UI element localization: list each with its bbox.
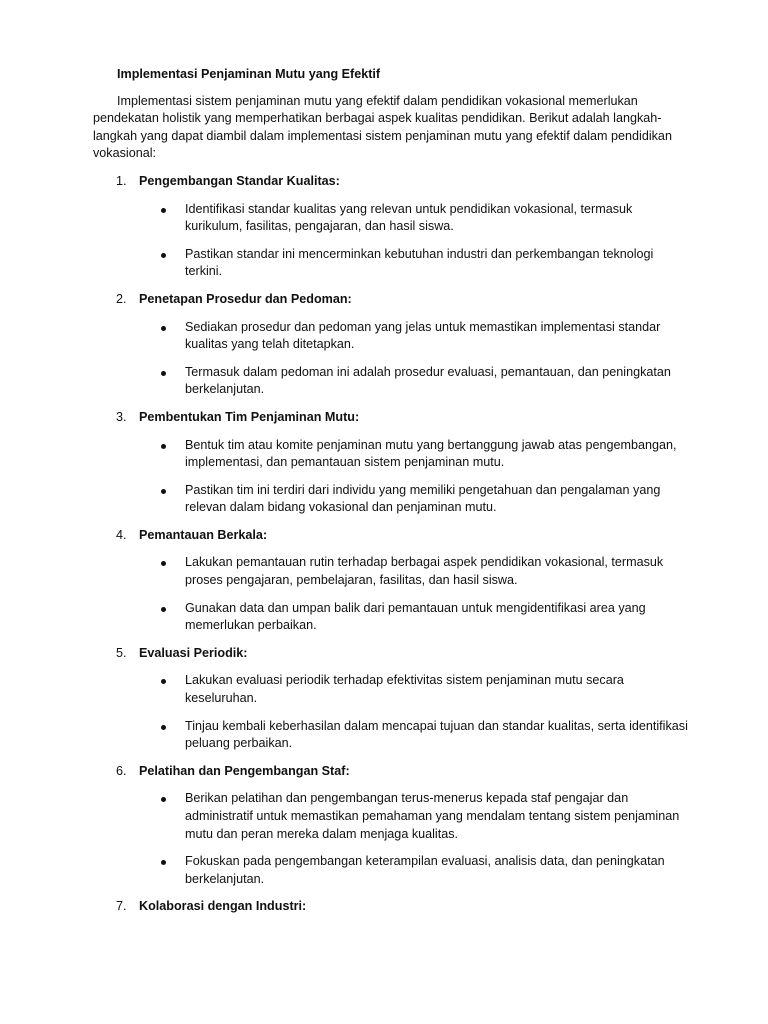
section-item	[93, 409, 693, 517]
document-title: Implementasi Penjaminan Mutu yang Efektif	[117, 67, 381, 81]
bullet-dot-icon	[161, 326, 166, 331]
section-item	[93, 763, 693, 889]
bullet-item	[139, 437, 693, 472]
bullet-dot-icon	[161, 607, 166, 612]
bullet-text: Identifikasi standar kualitas yang relevan untuk pendidikan vokasional, termasuk kurikulum, fasilitas, pengajaran, dan hasil siswa.	[185, 201, 633, 234]
bullet-list	[139, 790, 693, 888]
bullet-dot-icon	[161, 253, 166, 258]
bullet-item	[139, 718, 693, 753]
bullet-dot-icon	[161, 797, 166, 802]
bullet-list	[139, 437, 693, 517]
bullet-item	[139, 600, 693, 635]
bullet-list	[139, 672, 693, 752]
bullet-list	[139, 554, 693, 634]
bullet-item	[139, 364, 693, 399]
bullet-text: Lakukan evaluasi periodik terhadap efektivitas sistem penjaminan mutu secara keseluruhan.	[185, 673, 624, 706]
section-item	[93, 291, 693, 399]
bullet-dot-icon	[161, 208, 166, 213]
bullet-dot-icon	[161, 860, 166, 865]
bullet-dot-icon	[161, 371, 166, 376]
bullet-item	[139, 319, 693, 354]
section-number: 6.	[116, 763, 127, 778]
section-item	[93, 173, 693, 281]
bullet-list	[139, 201, 693, 281]
bullet-text: Pastikan tim ini terdiri dari individu yang memiliki pengetahuan dan pengalaman yang relevan dalam bidang vokasional dan penjaminan mutu.	[185, 482, 661, 515]
section-heading: Pembentukan Tim Penjaminan Mutu:	[139, 409, 360, 424]
section-number: 4.	[116, 527, 127, 542]
bullet-item	[139, 790, 693, 843]
section-heading: Penetapan Prosedur dan Pedoman:	[139, 291, 352, 306]
section-item	[93, 645, 693, 753]
bullet-item	[139, 853, 693, 888]
bullet-item	[139, 246, 693, 281]
bullet-item	[139, 554, 693, 589]
bullet-dot-icon	[161, 725, 166, 730]
bullet-dot-icon	[161, 561, 166, 566]
section-number: 2.	[116, 291, 127, 306]
bullet-text: Sediakan prosedur dan pedoman yang jelas untuk memastikan implementasi standar kualitas yang telah ditetapkan.	[185, 319, 661, 352]
section-item	[93, 898, 693, 916]
section-heading: Pengembangan Standar Kualitas:	[139, 173, 340, 188]
section-list	[93, 173, 693, 916]
bullet-text: Lakukan pemantauan rutin terhadap berbagai aspek pendidikan vokasional, termasuk proses pengajaran, pembelajaran, fasilitas, dan hasil siswa.	[185, 555, 664, 588]
bullet-item	[139, 201, 693, 236]
intro-paragraph: Implementasi sistem penjaminan mutu yang efektif dalam pendidikan vokasional memerlukan pendekatan holistik yang memperhatikan berbagai aspek kualitas pendidikan. Berikut adalah langkah-langkah yang dapat diambil dalam implementasi sistem penjaminan mutu yang efektif dalam pendidikan vokasional:	[93, 93, 672, 161]
bullet-list	[139, 319, 693, 399]
section-number: 5.	[116, 645, 127, 660]
document-page	[93, 66, 693, 926]
bullet-text: Berikan pelatihan dan pengembangan terus-menerus kepada staf pengajar dan administratif untuk memastikan pemahaman yang mendalam tentang sistem penjaminan mutu dan peran mereka dalam menjaga kualitas.	[185, 791, 680, 841]
bullet-text: Gunakan data dan umpan balik dari pemantauan untuk mengidentifikasi area yang memerlukan perbaikan.	[185, 600, 646, 633]
bullet-text: Termasuk dalam pedoman ini adalah prosedur evaluasi, pemantauan, dan peningkatan berkelanjutan.	[185, 364, 671, 397]
bullet-item	[139, 482, 693, 517]
bullet-text: Bentuk tim atau komite penjaminan mutu yang bertanggung jawab atas pengembangan, implementasi, dan pemantauan sistem penjaminan mutu.	[185, 437, 677, 470]
bullet-dot-icon	[161, 444, 166, 449]
section-heading: Kolaborasi dengan Industri:	[139, 899, 307, 914]
bullet-item	[139, 672, 693, 707]
section-heading: Pelatihan dan Pengembangan Staf:	[139, 763, 350, 778]
section-number: 7.	[116, 899, 127, 914]
bullet-text: Fokuskan pada pengembangan keterampilan evaluasi, analisis data, dan peningkatan berkelanjutan.	[185, 854, 665, 886]
bullet-dot-icon	[161, 489, 166, 494]
section-number: 1.	[116, 173, 127, 188]
section-heading: Pemantauan Berkala:	[139, 527, 268, 542]
section-heading: Evaluasi Periodik:	[139, 645, 248, 660]
section-number: 3.	[116, 409, 127, 424]
section-item	[93, 527, 693, 635]
bullet-text: Pastikan standar ini mencerminkan kebutuhan industri dan perkembangan teknologi terkini.	[185, 246, 654, 279]
bullet-text: Tinjau kembali keberhasilan dalam mencapai tujuan dan standar kualitas, serta identifikasi peluang perbaikan.	[185, 718, 688, 751]
bullet-dot-icon	[161, 679, 166, 684]
